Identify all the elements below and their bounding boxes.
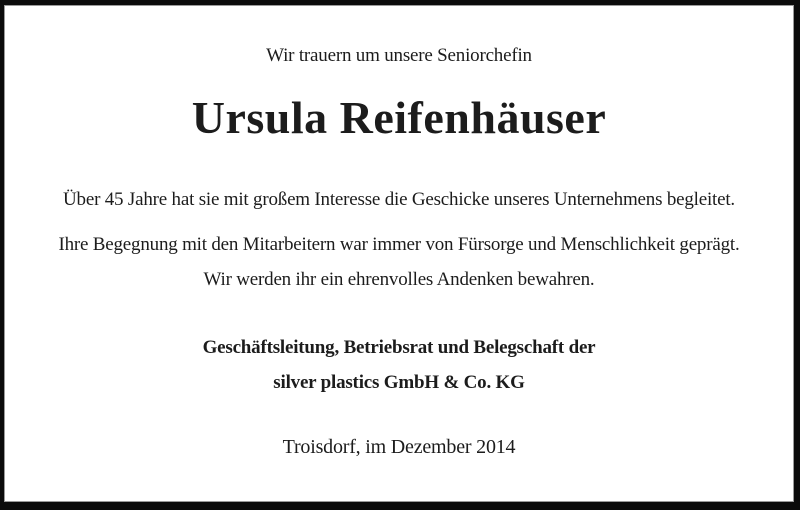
signature-company-line: silver plastics GmbH & Co. KG bbox=[273, 372, 525, 393]
tribute-line-2: Ihre Begegnung mit den Mitarbeitern war immer von Fürsorge und Menschlichkeit geprägt. bbox=[58, 234, 740, 255]
intro-line: Wir trauern um unsere Seniorchefin bbox=[266, 45, 532, 66]
signature-organisation-line: Geschäftsleitung, Betriebsrat und Belegschaft der bbox=[202, 337, 596, 358]
tribute-line-3: Wir werden ihr ein ehrenvolles Andenken bewahren. bbox=[203, 269, 595, 290]
tribute-line-1: Über 45 Jahre hat sie mit großem Interesse die Geschicke unseres Unternehmens begleitet. bbox=[63, 189, 735, 210]
deceased-name: Ursula Reifenhäuser bbox=[191, 92, 607, 143]
place-date-line: Troisdorf, im Dezember 2014 bbox=[282, 436, 516, 458]
